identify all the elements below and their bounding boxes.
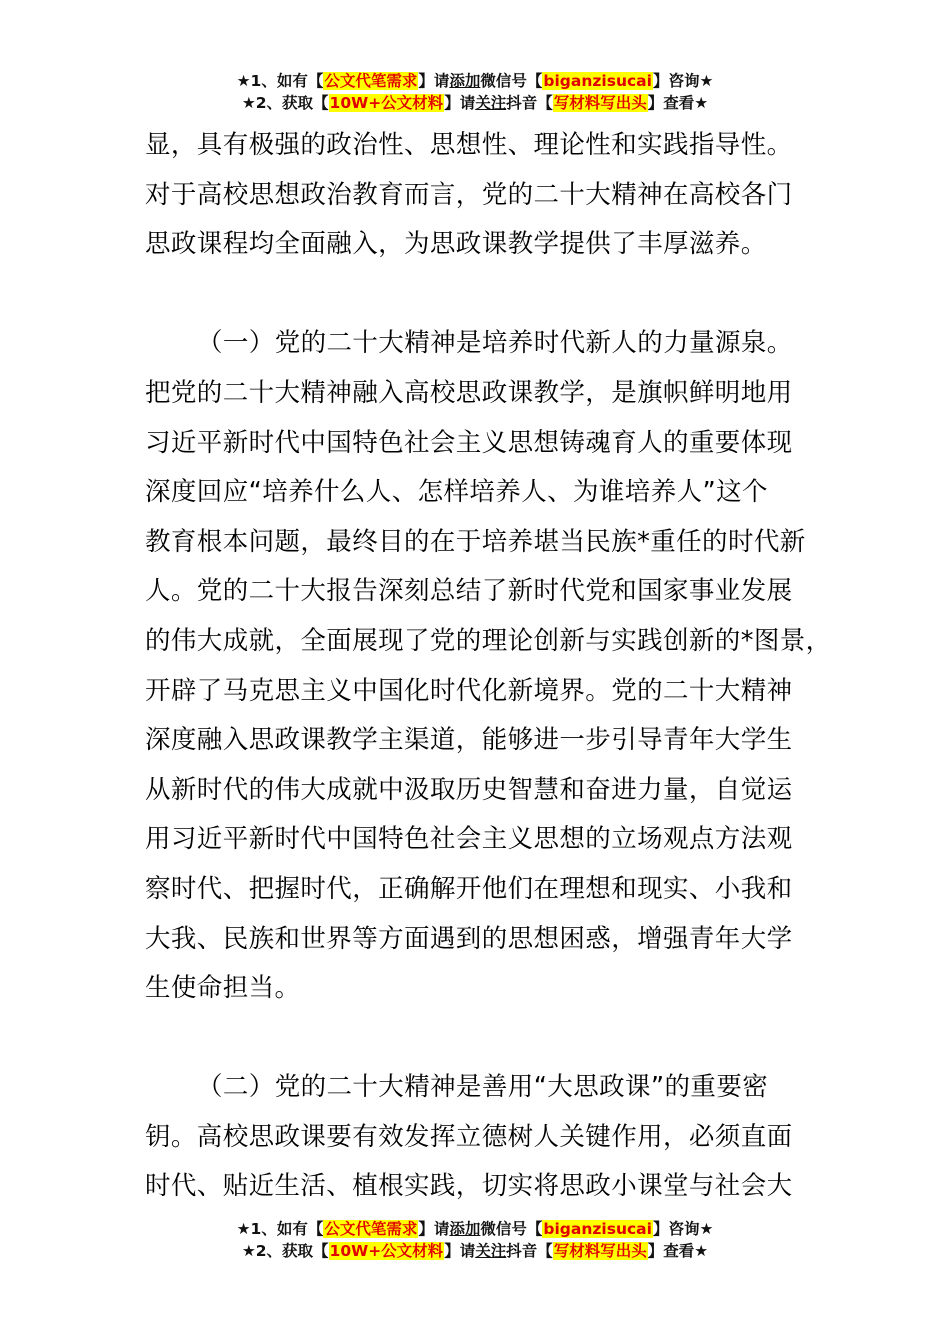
text-line: 察时代、把握时代，正确解开他们在理想和现实、小我和 [145, 873, 793, 904]
highlight-service: 公文代笔需求 [324, 72, 418, 90]
highlight-douyin: 写材料写出头 [553, 1242, 647, 1260]
text-line: 时代、贴近生活、植根实践，切实将思政小课堂与社会大 [145, 1171, 793, 1202]
header-banner [0, 70, 950, 114]
text-line: 开辟了马克思主义中国化时代化新境界。党的二十大精神 [145, 675, 793, 706]
text-line: 大我、民族和世界等方面遇到的思想困惑，增强青年大学 [145, 923, 793, 954]
text-line: 教育根本问题，最终目的在于培养堪当民族*重任的时代新 [145, 526, 806, 557]
paragraph-section-2 [145, 1063, 835, 1212]
text-line: 习近平新时代中国特色社会主义思想铸魂育人的重要体现 [145, 427, 793, 458]
text-line: 把党的二十大精神融入高校思政课教学，是旗帜鲜明地用 [145, 377, 793, 408]
text-line: 深度回应“培养什么人、怎样培养人、为谁培养人”这个 [145, 477, 768, 508]
text-line: 钥。高校思政课要有效发挥立德树人关键作用，必须直面 [145, 1121, 793, 1152]
text-line: 的伟大成就，全面展现了党的理论创新与实践创新的*图景， [145, 625, 832, 656]
document-body [145, 121, 835, 1212]
text-line: 思政课程均全面融入，为思政课教学提供了丰厚滋养。 [145, 229, 767, 260]
highlight-service: 公文代笔需求 [324, 1220, 418, 1238]
text-line: 深度融入思政课教学主渠道，能够进一步引导青年大学生 [145, 725, 793, 756]
paragraph-intro-tail [145, 121, 835, 270]
highlight-wechat-id: biganzisucai [543, 1220, 652, 1238]
text-line: 从新时代的伟大成就中汲取历史智慧和奋进力量，自觉运 [145, 774, 793, 805]
text-line: 生使命担当。 [145, 973, 301, 1004]
text-line: 显，具有极强的政治性、思想性、理论性和实践指导性。 [145, 130, 793, 160]
highlight-materials: 10W+公文材料 [329, 94, 444, 112]
paragraph-section-1 [145, 319, 835, 1013]
text-line: 用习近平新时代中国特色社会主义思想的立场观点方法观 [145, 824, 793, 855]
section-heading-1: （一）党的二十大精神是培养时代新人的力量源泉。 [197, 328, 793, 359]
section-heading-2: （二）党的二十大精神是善用“大思政课”的重要密 [197, 1072, 769, 1103]
banner-line-2: ★2、获取【10W+公文材料】请关注抖音【写材料写出头】查看★ [241, 1242, 709, 1260]
highlight-wechat-id: biganzisucai [543, 72, 652, 90]
banner-line-1: ★1、如有【公文代笔需求】请添加微信号【biganzisucai】咨询★ [236, 72, 714, 90]
highlight-materials: 10W+公文材料 [329, 1242, 444, 1260]
banner-line-1: ★1、如有【公文代笔需求】请添加微信号【biganzisucai】咨询★ [236, 1220, 714, 1238]
footer-banner [0, 1218, 950, 1262]
banner-line-2: ★2、获取【10W+公文材料】请关注抖音【写材料写出头】查看★ [241, 94, 709, 112]
highlight-douyin: 写材料写出头 [553, 94, 647, 112]
text-line: 人。党的二十大报告深刻总结了新时代党和国家事业发展 [145, 576, 793, 607]
text-line: 对于高校思想政治教育而言，党的二十大精神在高校各门 [145, 179, 793, 210]
